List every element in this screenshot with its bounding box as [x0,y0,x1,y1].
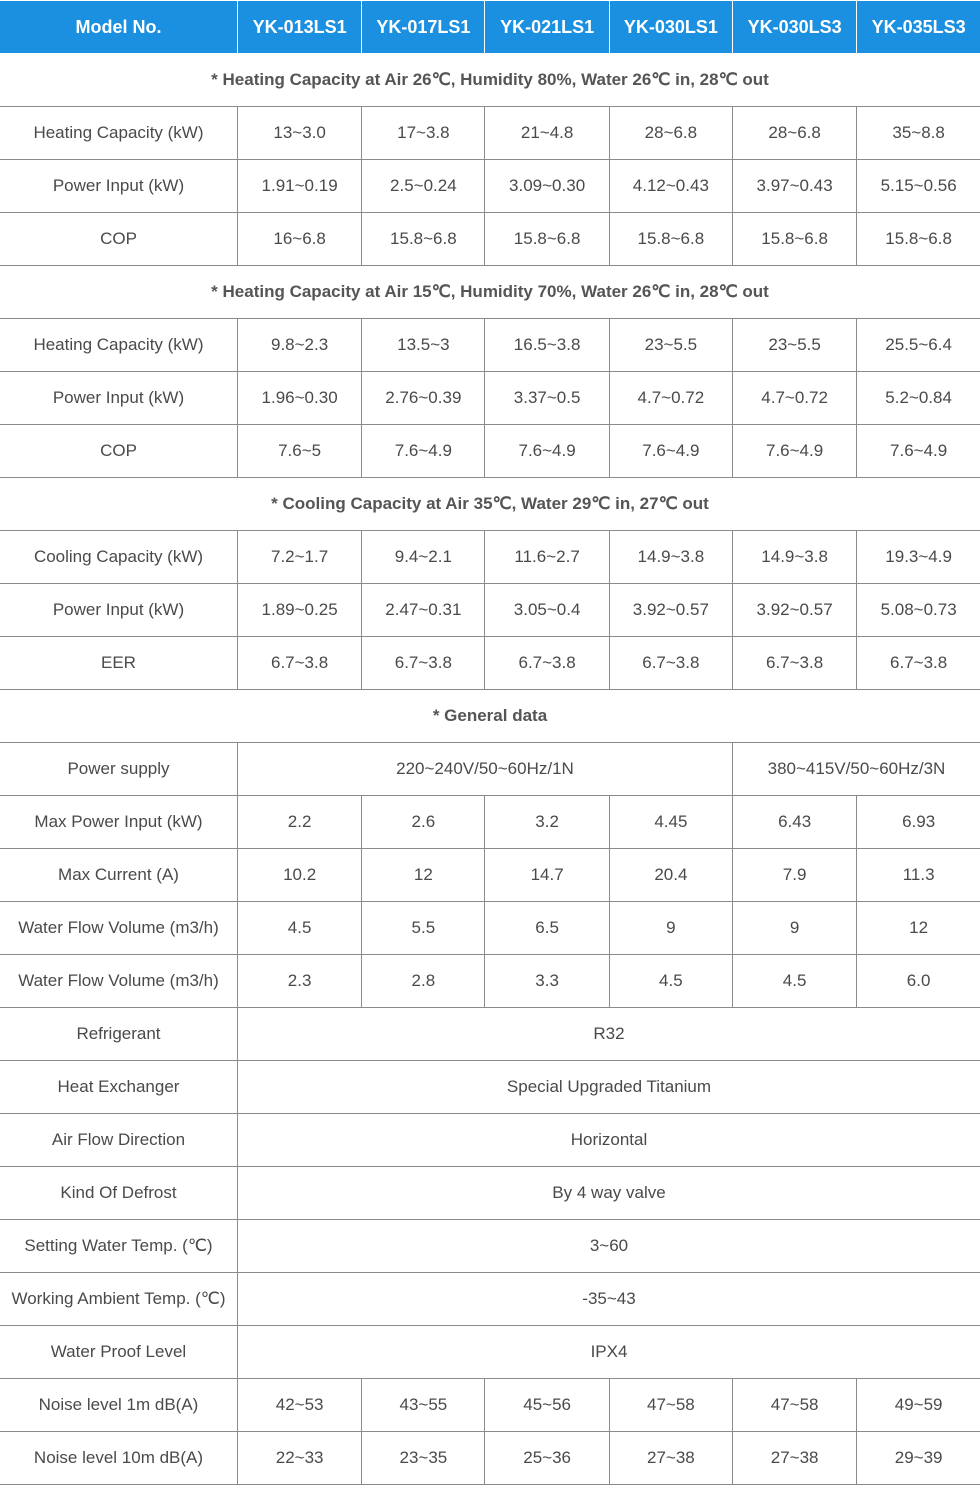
table-cell: 14.7 [485,849,609,902]
table-row [0,1432,980,1485]
table-cell: 14.9~3.8 [609,531,732,584]
table-cell: 47~58 [609,1379,732,1432]
table-cell: 4.7~0.72 [732,372,856,425]
table-cell: 3.09~0.30 [485,160,609,213]
table-cell: 45~56 [485,1379,609,1432]
table-row [0,1326,980,1379]
power-supply-three-phase: 380~415V/50~60Hz/3N [732,743,980,796]
table-row [0,796,980,849]
row-label: Max Power Input (kW) [0,796,237,849]
table-cell: 3.2 [485,796,609,849]
row-label: Power Input (kW) [0,372,237,425]
table-row [0,1379,980,1432]
table-cell: 11.3 [857,849,980,902]
power-supply-single-phase: 220~240V/50~60Hz/1N [237,743,732,796]
table-row [0,213,980,266]
table-cell: 4.5 [609,955,732,1008]
row-label: COP [0,425,237,478]
row-label: Noise level 1m dB(A) [0,1379,237,1432]
table-cell: 11.6~2.7 [485,531,609,584]
table-cell: 7.6~4.9 [857,425,980,478]
table-cell: 3.3 [485,955,609,1008]
table-row [0,743,980,796]
table-cell: 6.7~3.8 [857,637,980,690]
table-cell: 19.3~4.9 [857,531,980,584]
table-cell: 15.8~6.8 [362,213,485,266]
row-label: Max Current (A) [0,849,237,902]
shared-value-cell: IPX4 [237,1326,980,1379]
table-cell: 6.93 [857,796,980,849]
table-cell: 1.89~0.25 [237,584,361,637]
table-cell: 47~58 [732,1379,856,1432]
table-row [0,1114,980,1167]
table-cell: 27~38 [732,1432,856,1485]
table-cell: 6.7~3.8 [732,637,856,690]
table-cell: 2.3 [237,955,361,1008]
table-cell: 10.2 [237,849,361,902]
table-cell: 3.05~0.4 [485,584,609,637]
section-heading-cooling-35 [0,478,980,531]
table-cell: 7.6~4.9 [362,425,485,478]
table-cell: 15.8~6.8 [485,213,609,266]
table-row [0,1167,980,1220]
row-label: Setting Water Temp. (℃) [0,1220,237,1273]
table-cell: 5.2~0.84 [857,372,980,425]
table-cell: 9.8~2.3 [237,319,361,372]
table-cell: 28~6.8 [609,107,732,160]
table-cell: 4.5 [732,955,856,1008]
table-cell: 2.76~0.39 [362,372,485,425]
section-title: * Cooling Capacity at Air 35℃, Water 29℃ in, 27℃ out [0,478,980,531]
table-cell: 25.5~6.4 [857,319,980,372]
shared-value-cell: By 4 way valve [237,1167,980,1220]
table-cell: 4.12~0.43 [609,160,732,213]
table-cell: 49~59 [857,1379,980,1432]
table-cell: 21~4.8 [485,107,609,160]
row-label: Refrigerant [0,1008,237,1061]
table-cell: 22~33 [237,1432,361,1485]
table-cell: 12 [857,902,980,955]
table-cell: 6.7~3.8 [485,637,609,690]
table-cell: 16.5~3.8 [485,319,609,372]
model-header: YK-035LS3 [857,1,980,54]
row-label: Noise level 10m dB(A) [0,1432,237,1485]
table-row [0,425,980,478]
header-row [0,1,980,54]
table-cell: 27~38 [609,1432,732,1485]
section-heading-heating-15 [0,266,980,319]
table-cell: 28~6.8 [732,107,856,160]
table-cell: 7.6~4.9 [732,425,856,478]
row-label: Working Ambient Temp. (℃) [0,1273,237,1326]
table-cell: 1.91~0.19 [237,160,361,213]
table-cell: 6.0 [857,955,980,1008]
shared-value-cell: -35~43 [237,1273,980,1326]
table-cell: 15.8~6.8 [857,213,980,266]
table-cell: 5.08~0.73 [857,584,980,637]
shared-value-cell: 3~60 [237,1220,980,1273]
table-cell: 35~8.8 [857,107,980,160]
table-row [0,1008,980,1061]
table-row [0,849,980,902]
table-cell: 23~5.5 [732,319,856,372]
table-cell: 4.45 [609,796,732,849]
table-cell: 15.8~6.8 [609,213,732,266]
table-cell: 9 [732,902,856,955]
row-label: Water Proof Level [0,1326,237,1379]
table-row [0,1220,980,1273]
table-cell: 13.5~3 [362,319,485,372]
table-row [0,902,980,955]
section-title: * Heating Capacity at Air 26℃, Humidity 80%, Water 26℃ in, 28℃ out [0,54,980,107]
table-cell: 4.7~0.72 [609,372,732,425]
row-label: Kind Of Defrost [0,1167,237,1220]
table-cell: 17~3.8 [362,107,485,160]
table-row [0,372,980,425]
model-header: YK-021LS1 [485,1,609,54]
table-cell: 3.97~0.43 [732,160,856,213]
table-cell: 7.6~4.9 [609,425,732,478]
table-row [0,160,980,213]
table-row [0,531,980,584]
table-cell: 5.15~0.56 [857,160,980,213]
row-label: Heating Capacity (kW) [0,107,237,160]
table-cell: 5.5 [362,902,485,955]
row-label: EER [0,637,237,690]
row-label: Power Input (kW) [0,160,237,213]
table-cell: 2.47~0.31 [362,584,485,637]
table-cell: 12 [362,849,485,902]
table-cell: 6.7~3.8 [609,637,732,690]
table-row [0,637,980,690]
table-row [0,955,980,1008]
table-cell: 14.9~3.8 [732,531,856,584]
row-label: Cooling Capacity (kW) [0,531,237,584]
row-label: Air Flow Direction [0,1114,237,1167]
table-cell: 9 [609,902,732,955]
table-cell: 6.7~3.8 [237,637,361,690]
table-cell: 13~3.0 [237,107,361,160]
table-row [0,584,980,637]
table-cell: 7.9 [732,849,856,902]
table-cell: 23~5.5 [609,319,732,372]
table-cell: 15.8~6.8 [732,213,856,266]
model-header: YK-030LS3 [732,1,856,54]
table-row [0,107,980,160]
table-cell: 3.37~0.5 [485,372,609,425]
table-cell: 7.6~5 [237,425,361,478]
shared-value-cell: R32 [237,1008,980,1061]
row-label: Heat Exchanger [0,1061,237,1114]
table-cell: 3.92~0.57 [732,584,856,637]
table-cell: 20.4 [609,849,732,902]
table-cell: 2.6 [362,796,485,849]
table-cell: 16~6.8 [237,213,361,266]
table-cell: 42~53 [237,1379,361,1432]
model-header: YK-030LS1 [609,1,732,54]
section-heading-heating-26 [0,54,980,107]
table-cell: 7.2~1.7 [237,531,361,584]
table-cell: 6.7~3.8 [362,637,485,690]
row-label: Power supply [0,743,237,796]
table-cell: 9.4~2.1 [362,531,485,584]
row-label: Power Input (kW) [0,584,237,637]
table-cell: 23~35 [362,1432,485,1485]
table-cell: 2.2 [237,796,361,849]
row-label: Water Flow Volume (m3/h) [0,955,237,1008]
shared-value-cell: Horizontal [237,1114,980,1167]
row-label: Heating Capacity (kW) [0,319,237,372]
section-heading-general [0,690,980,743]
table-row [0,1061,980,1114]
model-no-label: Model No. [0,1,237,54]
table-cell: 43~55 [362,1379,485,1432]
table-cell: 6.5 [485,902,609,955]
table-cell: 6.43 [732,796,856,849]
table-cell: 25~36 [485,1432,609,1485]
table-cell: 2.8 [362,955,485,1008]
row-label: Water Flow Volume (m3/h) [0,902,237,955]
table-row [0,319,980,372]
row-label: COP [0,213,237,266]
table-cell: 3.92~0.57 [609,584,732,637]
model-header: YK-017LS1 [362,1,485,54]
table-cell: 29~39 [857,1432,980,1485]
table-cell: 1.96~0.30 [237,372,361,425]
section-title: * Heating Capacity at Air 15℃, Humidity 70%, Water 26℃ in, 28℃ out [0,266,980,319]
table-cell: 2.5~0.24 [362,160,485,213]
table-cell: 7.6~4.9 [485,425,609,478]
shared-value-cell: Special Upgraded Titanium [237,1061,980,1114]
table-cell: 4.5 [237,902,361,955]
table-row [0,1273,980,1326]
section-title: * General data [0,690,980,743]
model-header: YK-013LS1 [237,1,361,54]
